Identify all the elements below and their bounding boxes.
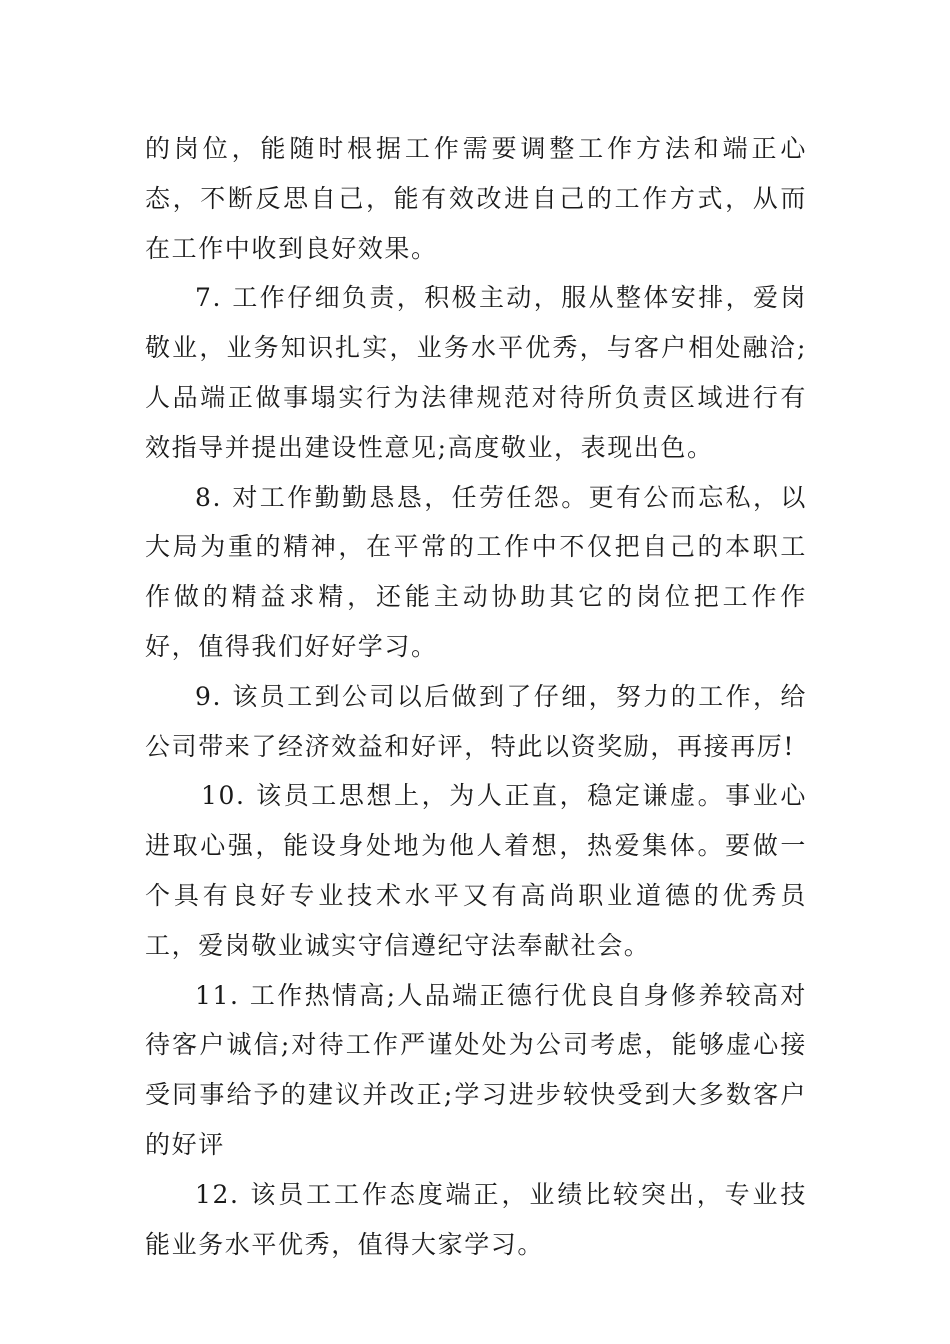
paragraph-item-10: 10. 该员工思想上，为人正直，稳定谦虚。事业心进取心强，能设身处地为他人着想，热爱集体。要做一个具有良好专业技术水平又有高尚职业道德的优秀员工，爱岗敬业诚实守信遵纪守法奉献社会。 (145, 781, 807, 960)
paragraph-item-7: 7. 工作仔细负责，积极主动，服从整体安排，爱岗敬业，业务知识扎实，业务水平优秀，与客户相处融洽;人品端正做事塌实行为法律规范对待所负责区域进行有效指导并提出建设性意见;高度敬业，表现出色。 (145, 283, 807, 462)
paragraph-continuation: 的岗位，能随时根据工作需要调整工作方法和端正心态，不断反思自己，能有效改进自己的工作方式，从而在工作中收到良好效果。 (145, 134, 807, 263)
paragraph-item-8: 8. 对工作勤勤恳恳，任劳任怨。更有公而忘私，以大局为重的精神，在平常的工作中不仅把自己的本职工作做的精益求精，还能主动协助其它的岗位把工作作好，值得我们好好学习。 (145, 482, 807, 661)
paragraph-item-12: 12. 该员工工作态度端正，业绩比较突出，专业技能业务水平优秀，值得大家学习。 (145, 1179, 807, 1259)
document-body (145, 124, 807, 1269)
paragraph-item-9: 9. 该员工到公司以后做到了仔细，努力的工作，给公司带来了经济效益和好评，特此以资奖励，再接再厉! (145, 681, 807, 761)
paragraph-item-11: 11. 工作热情高;人品端正德行优良自身修养较高对待客户诚信;对待工作严谨处处为公司考虑，能够虚心接受同事给予的建议并改正;学习进步较快受到大多数客户的好评 (145, 980, 807, 1159)
